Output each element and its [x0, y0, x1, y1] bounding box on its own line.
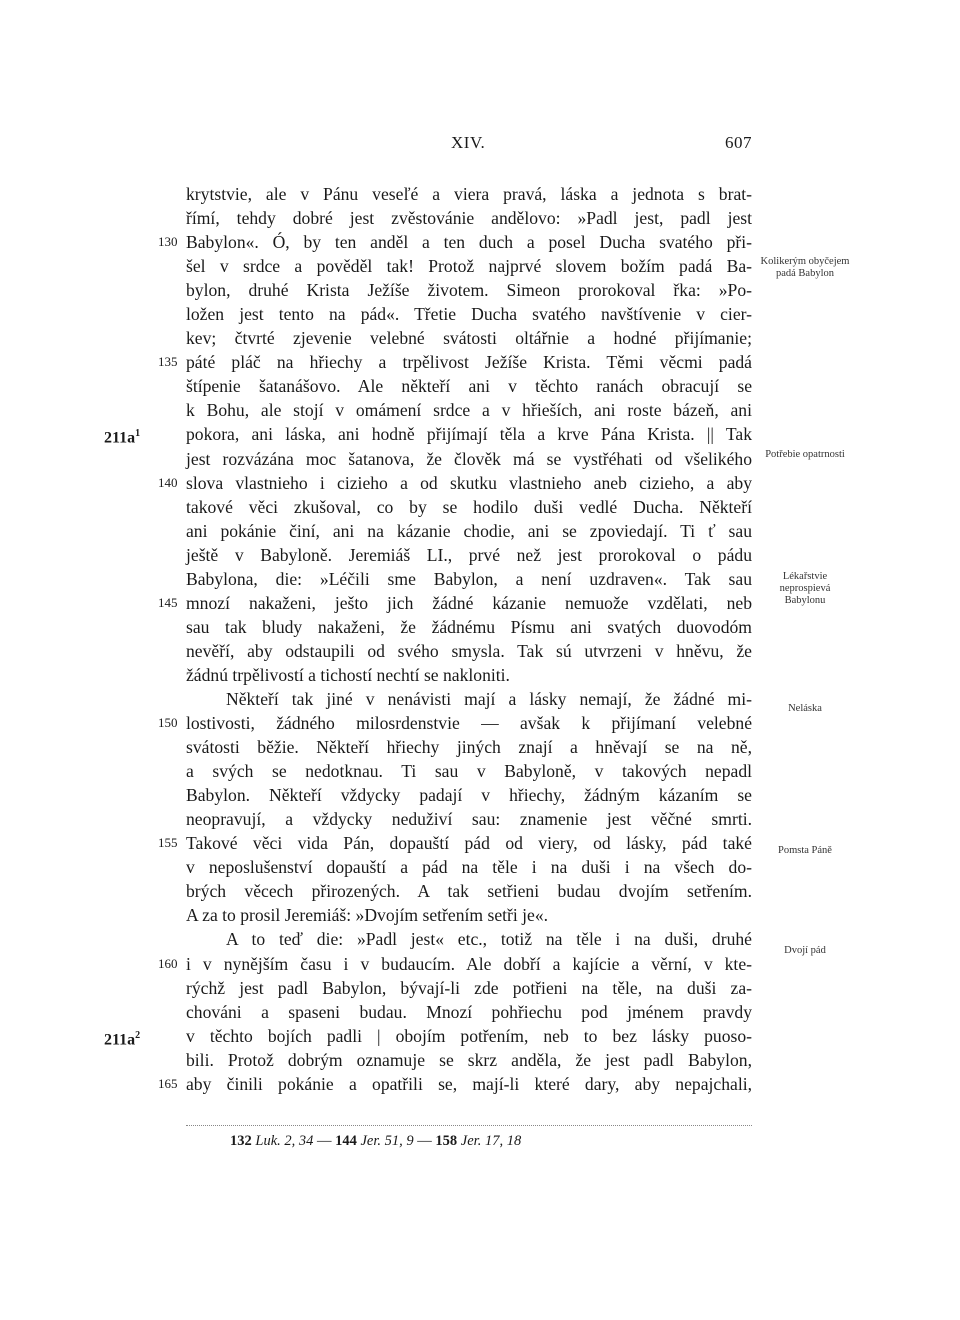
- folio-marker: [104, 422, 140, 450]
- text-line: [186, 615, 752, 639]
- line-text: pokora, ani láska, ani hodně přijímají těla a krve Pána Krista. || Tak: [186, 424, 752, 445]
- folio-superscript: 2: [135, 1029, 141, 1041]
- margin-note: Pomsta Páně: [778, 845, 832, 856]
- text-line: [186, 1048, 752, 1072]
- text-line: [158, 831, 752, 855]
- line-number: 130: [158, 234, 178, 250]
- line-number: 145: [158, 594, 178, 610]
- text-line: [186, 639, 752, 663]
- line-text: sau tak bludy nakaženi, že žádnému Písmu ani svatých duovodóm: [186, 616, 752, 637]
- footnote-divider: [186, 1125, 752, 1126]
- footnote-reference: Luk. 2, 34: [255, 1133, 314, 1149]
- line-text: lostivosti, žádného milosrdenstvie — avšak k přijímaní velebné: [186, 713, 752, 734]
- line-text: neopravují, a vždycky neduživí sau: znamenie jest věčné smrti.: [186, 809, 752, 830]
- footnote-line-number: 132: [230, 1133, 252, 1149]
- line-text: římí, tehdy dobré jest zvěstovánie andělovo: »Padl jest, padl jest: [186, 208, 752, 229]
- line-text: kev; čtvrté zjevenie velebné svátosti oltářnie a hodné přijímanie;: [186, 328, 752, 349]
- folio-superscript: 1: [135, 428, 141, 440]
- line-text: rýchž jest padl Babylon, bývají-li zde potřieni na těle, na duši za-: [186, 977, 752, 998]
- page-number: 607: [725, 133, 752, 152]
- running-header: [186, 133, 752, 157]
- line-number: 165: [158, 1075, 178, 1091]
- text-line: [186, 927, 752, 951]
- text-line: [186, 519, 752, 543]
- text-line: [186, 182, 752, 206]
- folio-marker: [104, 1024, 140, 1052]
- line-text: a svých se nedotknau. Ti sau v Babyloně, v takových nepadl: [186, 761, 752, 782]
- line-text: Babylon«. Ó, by ten anděl a ten duch a posel Ducha svatého při-: [186, 232, 752, 253]
- margin-note: Kolikerým obyčejem padá Babylon: [760, 256, 850, 279]
- margin-note: Neláska: [788, 703, 822, 714]
- footnote-line-number: 144: [335, 1133, 357, 1149]
- line-text: ložen jest tento na pád«. Třetie Ducha svatého navštívenie v cier-: [186, 304, 752, 325]
- line-text: aby činili pokánie a opatřili se, mají-li které dary, aby nepajchali,: [186, 1073, 752, 1094]
- line-text: Babylon. Někteří vždycky padají v hřiechy, žádným kázaním se: [186, 785, 752, 806]
- line-text: mnozí nakaženi, ješto jich žádné kázanie nemuože vzdělati, neb: [186, 592, 752, 613]
- line-text: v neposlušenství dopauští a pád na těle i na duši i na všech do-: [186, 857, 752, 878]
- text-line: [186, 1000, 752, 1024]
- text-line: [104, 422, 752, 447]
- text-line: [186, 735, 752, 759]
- line-text: brých věcech přirozených. A tak setřieni budau dvojím setřením.: [186, 881, 752, 902]
- text-line: [186, 495, 752, 519]
- margin-note: Dvojí pád: [784, 945, 826, 956]
- line-text: bili. Protož dobrým oznamuje se skrz anděla, že jest padl Babylon,: [186, 1049, 752, 1070]
- line-text: Babylona, die: »Léčili sme Babylon, a není uzdraven«. Tak sau: [186, 568, 752, 589]
- line-text: páté pláč na hřiechy a trpělivost Ježíše Krista. Těmi věcmi padá: [186, 352, 752, 373]
- footnote-line-number: 158: [435, 1133, 458, 1149]
- line-number: 160: [158, 955, 178, 971]
- text-line: [186, 567, 752, 591]
- text-line: [186, 687, 752, 711]
- footnote-separator: —: [317, 1133, 332, 1149]
- line-text: k Bohu, ale stojí v omámení srdce a v hřieších, ani roste bázeň, ani: [186, 400, 752, 421]
- text-line: [186, 976, 752, 1000]
- line-text: ani pokánie činí, ani na kázanie chodie, ani se zpoviedají. Ti ť sau: [186, 520, 752, 541]
- line-number: 140: [158, 474, 178, 490]
- text-line: [104, 1024, 752, 1048]
- line-text: svátosti běžie. Někteří hřiechy jiných znají a hněvají se na ně,: [186, 737, 752, 758]
- line-text: štípenie šatanášovo. Ale někteří ani v těchto ranách obracují se: [186, 376, 752, 397]
- text-line: [186, 759, 752, 783]
- text-line: [186, 254, 752, 278]
- line-text: nevěří, aby odstaupili od svého smysla. Tak sú utvrzeni v hněvu, že: [186, 640, 752, 661]
- line-text: v těchto bojích padli | obojím potřením, neb to bez lásky puoso-: [186, 1025, 752, 1046]
- line-text: A za to prosil Jeremiáš: »Dvojím setřením setři je«.: [186, 905, 549, 926]
- line-text: krytstvie, ale v Pánu veseľé a viera pravá, láska a jednota s brat-: [186, 184, 752, 204]
- margin-note: Potřebie opatrnosti: [765, 449, 845, 460]
- line-text: ještě v Babyloně. Jeremiáš LI., prvé než jest prorokoval o pádu: [186, 544, 752, 565]
- text-line: [186, 855, 752, 879]
- chapter-heading: XIV.: [451, 133, 486, 152]
- text-line: [186, 302, 752, 326]
- text-line: [158, 350, 752, 374]
- text-line: [158, 471, 752, 495]
- line-text: A to teď die: »Padl jest« etc., totiž na těle i na duši, druhé: [226, 929, 752, 950]
- text-line: [186, 903, 752, 927]
- line-text: takové věci zkušoval, co by se hodilo duši vedlé Ducha. Někteří: [186, 496, 752, 517]
- line-text: i v nynějším času i v budaucím. Ale dobří a kajície a věrní, v kte-: [186, 953, 752, 974]
- line-text: bylon, druhé Krista Ježíše životem. Simeon prorokoval řka: »Po-: [186, 280, 752, 301]
- text-line: [158, 952, 752, 976]
- line-text: šel v srdce a pověděl tak! Protož najprvé slovem božím padá Ba-: [186, 256, 752, 277]
- line-number: 155: [158, 835, 178, 851]
- margin-note: Lékařstvie neprospievá Babylonu: [779, 571, 831, 606]
- text-line: [158, 230, 752, 254]
- footnote: [230, 1133, 521, 1150]
- text-line: [186, 278, 752, 302]
- footnote-reference: Jer. 17, 18: [460, 1133, 522, 1149]
- text-line: [158, 591, 752, 615]
- line-text: Takové věci vida Pán, dopauští pád od viery, od lásky, pád také: [186, 833, 752, 854]
- text-line: [186, 206, 752, 230]
- line-text: Někteří tak jiné v nenávisti mají a lásky nemají, že žádné mi-: [226, 688, 752, 709]
- text-line: [186, 447, 752, 471]
- footnote-reference: Jer. 51, 9: [360, 1133, 414, 1149]
- text-line: [158, 711, 752, 735]
- text-line: [186, 879, 752, 903]
- text-line: [186, 807, 752, 831]
- line-text: chováni a spaseni budau. Mnozí pohřiechu pod jménem pravdy: [186, 1001, 752, 1022]
- text-line: [186, 398, 752, 422]
- line-text: jest rozvázána moc šatanova, že člověk má se vystřéhati od všelikého: [186, 448, 752, 469]
- text-line: [186, 663, 752, 687]
- line-number: 135: [158, 354, 178, 370]
- text-line: [186, 783, 752, 807]
- line-number: 150: [158, 715, 178, 731]
- text-line: [186, 326, 752, 350]
- footnote-separator: —: [417, 1133, 432, 1149]
- text-line: [158, 1072, 752, 1096]
- main-text: [104, 182, 752, 1096]
- text-line: [186, 374, 752, 398]
- text-line: [186, 543, 752, 567]
- line-text: slova vlastnieho i cizieho a od skutku vlastnieho aneb cizieho, a aby: [186, 472, 752, 493]
- folio-label: 211a: [104, 1030, 136, 1048]
- line-text: žádnú trpělivostí a tichostí nechtí se nakloniti.: [186, 664, 510, 685]
- folio-label: 211a: [104, 429, 136, 447]
